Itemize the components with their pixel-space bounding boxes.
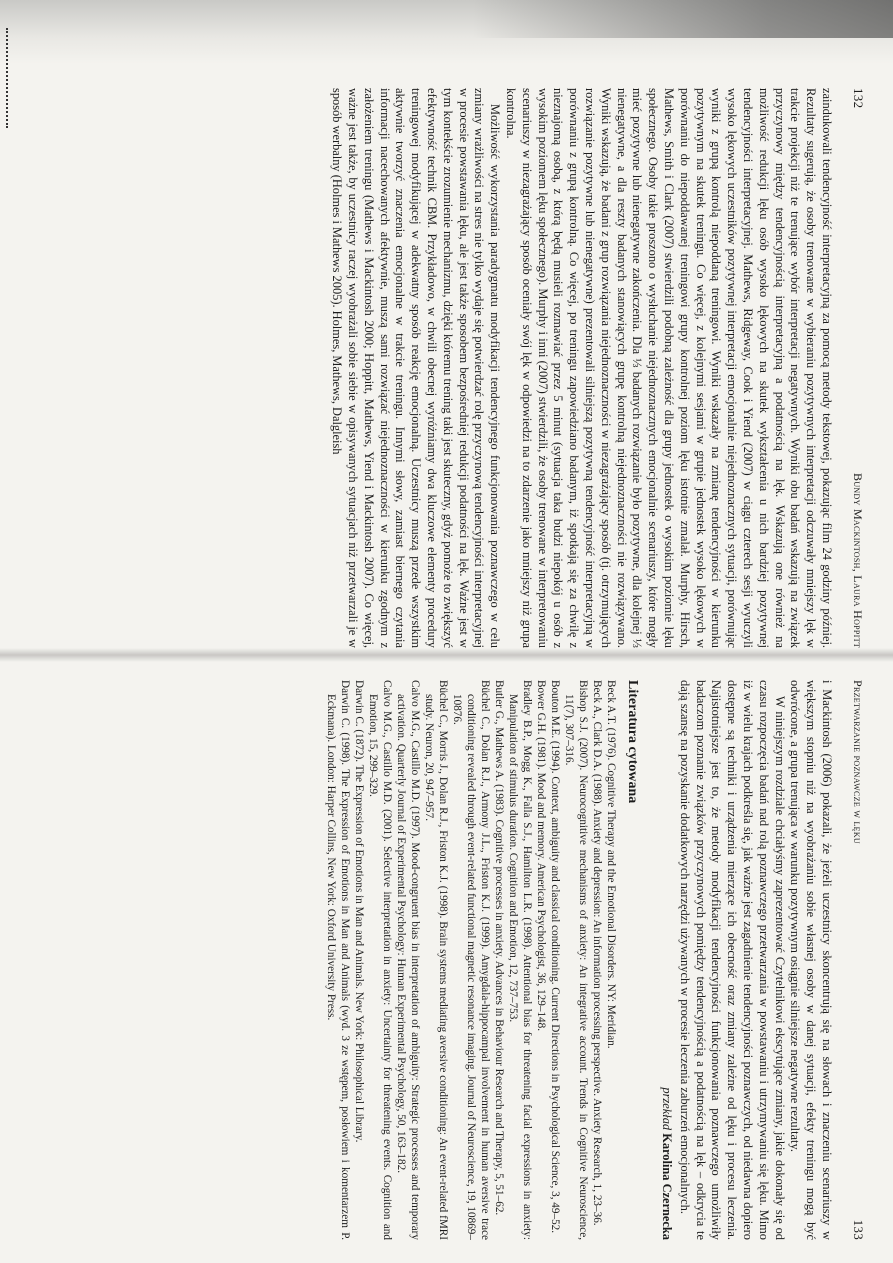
body-text [676, 680, 834, 1240]
reference-item: Büchel C., Morris J., Dolan R.J., Friston K.J. (1998). Brain systems mediating aversive conditioning: An event-related fMRI study. Neuron, 20, 947–957. [423, 680, 450, 1240]
running-head-right [844, 680, 866, 1240]
body-text [329, 88, 835, 648]
page-132 [106, 88, 866, 648]
reference-item: Bradley B.P., Mogg K., Falla S.J., Hamilton L.R. (1998). Attentional bias for threatening facial expressions in anxiety: Manipulation of stimulus duration. Cognition and Emotion, 12, 737–753. [507, 680, 534, 1240]
reference-item: Beck A., Clark D.A. (1988). Anxiety and depression: An information processing perspective. Anxiety Research, 1, 23–36. [591, 680, 604, 1226]
reference-item: Bishop S.J. (2007). Neurocognitive mechanisms of anxiety: An integrative account. Trends in Cognitive Neuroscience, 11(7), 307–316. [563, 680, 590, 1240]
references-list [324, 680, 618, 1240]
reference-item: Calvo M.G., Castillo M.D. (1997). Mood-congruent bias in interpretation of ambiguity: Strategic processes and temporary activation. Quarterly Journal of Experimental Psychology: Human Experimental Psychology, 50, 163–182. [395, 680, 422, 1240]
page-number: 133 [851, 1219, 866, 1240]
reference-item: Beck A.T. (1976). Cognitive Therapy and the Emotional Disorders. NY: Meridian. [605, 680, 618, 1049]
reference-item: Darwin C. (1872). The Expression of Emotions in Man and Animals. New York: Philosophical Library. [353, 680, 366, 1143]
running-head-authors: Bundy Mackintosh, Laura Hoppitt [851, 473, 865, 648]
page-133 [106, 680, 866, 1240]
translator-credit [658, 680, 674, 1240]
paragraph: W niniejszym rozdziale chciałyśmy zaprezentować Czytelnikowi ekscytujące zmiany, jakie dokonały się od czasu rozpoczęcia badań nad rolą poznawczego przetwarzania w powstawaniu i utrzymywaniu się lęku. Mimo iż w wielu krajach podkreśla się, jak ważne jest zagadnienie tendencyjności poznawczych, od niedawna dopiero dostępne są techniki i urządzenia mierzące ich obecność oraz zmiany zależne od lęku i procesu leczenia. Najistotniejsze jest to, że metody modyfikacji tendencyjności funkcjonowania poznawczego umożliwiły badaczom poznanie związków przyczynowych pomiędzy tendencyjnością a podatnością na lęk – odkrycia te dają szansę na pozyskanie dodatkowych narzędzi używanych w procesie leczenia zaburzeń emocjonalnych. [677, 680, 787, 1240]
scan-shadow-corner [473, 0, 893, 38]
reference-item: Büchel C., Dolan R.J., Armony J.L., Friston K.J. (1999). Amygdala-hippocampal involvement in human aversive trace conditioning revealed through event-related functional magnetic resonance imaging. Journal of Neuroscience, 19, 10869–10876. [451, 680, 492, 1240]
reference-item: Butler G., Mathews A. (1983). Cognitive processes in anxiety. Advances in Behaviour Research and Therapy, 5, 51–62. [493, 680, 506, 1216]
reference-item: Bower G.H. (1981). Mood and memory. American Psychologist, 36, 129–148. [535, 680, 548, 1032]
running-head-chapter: Przetwarzanie poznawcze w lęku [851, 680, 865, 845]
paragraph: Możliwość wykorzystania paradygmatu modyfikacji tendencyjnego funkcjonowania poznawczego w celu zmiany wrażliwości na stres nie tylko wydaje się potwierdzać rolę przyczynową tendencyjności interpretacyjnej w procesie powstawania lęku, ale jest także sposobem bezpośredniej redukcji podatności na lęk. Ważne jest w tym kontekście zrozumienie mechanizmu, dzięki któremu trening taki jest skuteczny, gdyż pomoże to zwiększyć efektywność technik CBM. Przykładowo, w chwili obecnej wyróżniamy dwa kluczowe elementy procedury treningowej modyfikującej w adekwatny sposób reakcję emocjonalną. Uczestnicy muszą przede wszystkim aktywnie tworzyć znaczenia emocjonalne w trakcie treningu. Innymi słowy, zamiast biernego czytania informacji nacechowanych afektywnie, muszą sami rozwiązać niejednoznaczności w kierunku zgodnym z założeniem treningu (Mathews i Mackintosh 2000; Hoppitt, Mathews, Yiend i Mackintosh 2007). Co więcej, ważne jest także, by uczestnicy raczej wyobrażali sobie siebie w opisywanych sytuacjach niż przetwarzali je w sposób werbalny (Holmes i Mathews 2005). Holmes, Mathews, Dalgleish [330, 88, 503, 648]
crop-marks [6, 28, 16, 128]
paragraph: zaindukowali tendencyjność interpretacyjną za pomocą metody tekstowej, pokazując film 24 godziny później. Rezultaty sugerują, że osoby trenowane w wybieraniu pozytywnych interpretacji odczuwały mniejszy lęk w trakcie projekcji niż te trenujące wybór interpretacji negatywnych. Wyniki obu badań wskazują na związek przyczynowy między tendencyjnością interpretacyjną a podatnością na lęk. Wskazują one również na możliwość redukcji lęku osób wysoko lękowych na skutek wykształcenia u nich bardziej pozytywnej tendencyjności interpretacyjnej. Mathews, Ridgeway, Cook i Yiend (2007) w ciągu czterech sesji wyuczyli wysoko lękowych uczestników pozytywnej interpretacji emocjonalnie niejednoznacznych sytuacji, porównując wyniki z grupą kontrolą niepoddaną treningowi. Wyniki wskazały na zmianę tendencyjności w kierunku pozytywnym na skutek treningu. Co więcej, z kolejnymi sesjami w grupie jednostek wysoko lękowych w porównaniu do niepoddawanej treningowi grupy kontrolnej poziom lęku istotnie zmalał. Murphy, Hirsch, Mathews, Smith i Clark (2007) stwierdzili podobną zależność dla grupy jednostek o wysokim poziomie lęku społecznego. Osoby takie proszono o wysłuchanie niejednoznacznych emocjonalnie scenariuszy, które mogły mieć pozytywne lub nienegatywne zakończenia. Dla ⅓ badanych rozwiązanie było pozytywne, dla kolejnej ⅓ nienegatywne, a dla reszty badanych stanowiących grupę kontrolną niejednoznaczności nie rozwiązywano. Wyniki wskazują, że badani z grup rozwiązania niejednoznaczności w niezagrażający sposób (tj. otrzymujących rozwiązanie pozytywne lub nienegatywne) prezentowali silniejszą pozytywną tendencyjność interpretacyjną w porównaniu z grupą kontrolną. Co więcej, po treningu zapowiedziano badanym, iż spotkają się za chwilę z nieznajomą osobą, z którą będą musieli rozmawiać przez 5 minut (sytuacja taka budzi niepokój u osób z wysokim poziomem lęku społecznego). Murphy i inni (2007) stwierdzili, że osoby trenowane w interpretowaniu scenariuszy w niezagrażający sposób oceniały swój lęk w odpowiedzi na to zdarzenie jako mniejszy niż grupa kontrolna. [504, 88, 834, 648]
running-head-left [844, 88, 866, 648]
reference-item: Calvo M.G., Castillo M.D. (2001). Selective interpretation in anxiety: Uncertainty for threatening events. Cognition and Emotion, 15, 299–329. [367, 680, 394, 1240]
translator-name: Karolina Czernecka [660, 1133, 675, 1240]
references-heading: Literatura cytowana [625, 680, 641, 804]
reference-item: Bouton M.E. (1994). Context, ambiguity and classical conditioning. Current Directions in Psychological Science, 3, 49–52. [549, 680, 562, 1234]
reference-item: Darwin C. (1998). The Expression of Emotions in Man and Animals (wyd. 3 ze wstępem, posłowiem i komentarzem P. Eckmana). London: Harper Collins, New York: Oxford University Press. [325, 680, 352, 1240]
paragraph: i Mackintosh (2006) pokazali, że jeżeli uczestnicy skoncentrują się na słowach i znaczeniu scenariuszy w większym stopniu niż na wyobrażaniu sobie własnej osoby w danej sytuacji, efekty treningu mogą być odwrócone, a grupa trenująca w warunku pozytywnym osiągnie silniejsze negatywne rezultaty. [788, 680, 834, 1240]
book-gutter [0, 648, 893, 662]
page-number: 132 [851, 88, 866, 109]
translator-label: przekład [660, 1087, 675, 1134]
